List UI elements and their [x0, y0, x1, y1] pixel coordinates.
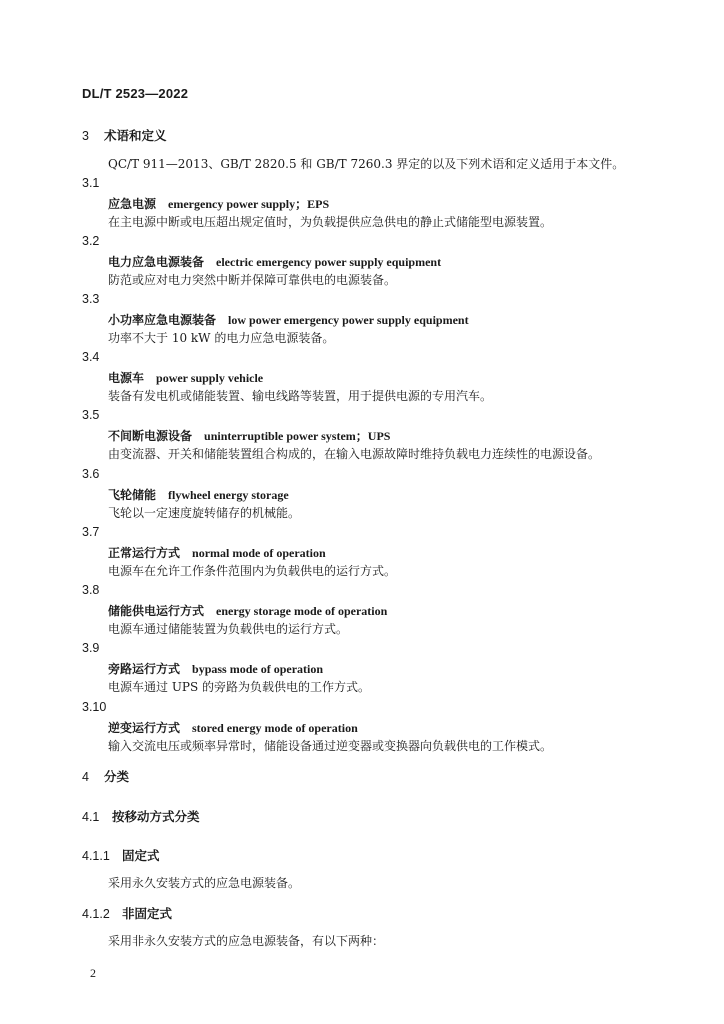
section-4-1-title: 按移动方式分类: [112, 809, 200, 824]
term-number: 3.3: [82, 292, 100, 306]
term-en: bypass mode of operation: [192, 662, 324, 676]
term-definition: 防范或应对电力突然中断并保障可靠供电的电源装备。: [108, 273, 397, 287]
term-definition: 输入交流电压或频率异常时，储能设备通过逆变器或变换器向负载供电的工作模式。: [108, 739, 553, 753]
term-en: power supply vehicle: [156, 371, 264, 385]
term-definition: 装备有发电机或储能装置、输电线路等装置，用于提供电源的专用汽车。: [108, 389, 493, 403]
term-heading: [108, 311, 469, 328]
term-definition: 电源车通过 UPS 的旁路为负载供电的工作方式。: [108, 680, 371, 694]
term-heading: [108, 427, 390, 444]
section-4-1-heading: [82, 807, 200, 825]
section-3-heading: [82, 126, 167, 144]
term-number: 3.6: [82, 467, 100, 481]
section-4-number: 4: [82, 770, 89, 784]
term-heading: [108, 544, 326, 561]
term-definition: 电源车通过储能装置为负载供电的运行方式。: [108, 622, 349, 636]
section-4-1-1-heading: [82, 846, 160, 864]
term-zh: 电源车: [108, 371, 145, 385]
term-number: 3.9: [82, 641, 100, 655]
standard-code-header: DL/T 2523—2022: [82, 86, 189, 101]
term-zh: 逆变运行方式: [108, 721, 181, 735]
term-zh: 电力应急电源装备: [108, 255, 205, 269]
term-en: low power emergency power supply equipment: [228, 313, 469, 327]
term-en: uninterruptible power system；UPS: [204, 429, 391, 443]
term-en: electric emergency power supply equipment: [216, 255, 442, 269]
term-definition: 在主电源中断或电压超出规定值时，为负载提供应急供电的静止式储能型电源装置。: [108, 215, 553, 229]
section-4-1-1-number: 4.1.1: [82, 849, 110, 863]
term-zh: 飞轮储能: [108, 488, 157, 502]
section-4-1-2-number: 4.1.2: [82, 907, 110, 921]
term-number: 3.4: [82, 350, 100, 364]
term-en: normal mode of operation: [192, 546, 326, 560]
section-4-1-1-title: 固定式: [122, 848, 160, 863]
term-zh: 储能供电运行方式: [108, 604, 205, 618]
section-4-1-2-title: 非固定式: [122, 906, 173, 921]
term-heading: [108, 486, 289, 503]
term-heading: [108, 602, 387, 619]
term-number: 3.5: [82, 408, 100, 422]
term-zh: 正常运行方式: [108, 546, 181, 560]
term-zh: 旁路运行方式: [108, 662, 181, 676]
term-number: 3.8: [82, 583, 100, 597]
section-4-1-2-text: 采用非永久安装方式的应急电源装备，有以下两种：: [108, 934, 385, 948]
term-heading: [108, 369, 263, 386]
term-heading: [108, 660, 323, 677]
term-number: 3.1: [82, 176, 100, 190]
term-number: 3.2: [82, 234, 100, 248]
section-4-heading: [82, 767, 129, 785]
term-heading: [108, 253, 441, 270]
term-zh: 应急电源: [108, 197, 157, 211]
term-zh: 不间断电源设备: [108, 429, 193, 443]
section-4-1-number: 4.1: [82, 810, 100, 824]
term-definition: 功率不大于 10 kW 的电力应急电源装备。: [108, 331, 335, 345]
term-definition: 电源车在允许工作条件范围内为负载供电的运行方式。: [108, 564, 397, 578]
section-4-1-2-heading: [82, 904, 172, 922]
section-3-title: 术语和定义: [104, 128, 167, 143]
term-number: 3.7: [82, 525, 100, 539]
term-en: stored energy mode of operation: [192, 721, 358, 735]
term-en: flywheel energy storage: [168, 488, 289, 502]
term-zh: 小功率应急电源装备: [108, 313, 217, 327]
page-number: 2: [90, 966, 96, 980]
term-definition: 飞轮以一定速度旋转储存的机械能。: [108, 506, 301, 520]
term-definition: 由变流器、开关和储能装置组合构成的，在输入电源故障时维持负载电力连续性的电源设备。: [108, 447, 601, 461]
term-number: 3.10: [82, 700, 107, 714]
section-4-1-1-text: 采用永久安装方式的应急电源装备。: [108, 876, 301, 890]
term-en: energy storage mode of operation: [216, 604, 388, 618]
term-heading: [108, 719, 358, 736]
section-3-intro: QC/T 911—2013、GB/T 2820.5 和 GB/T 7260.3 界定的以及下列术语和定义适用于本文件。: [108, 157, 625, 171]
section-3-number: 3: [82, 129, 89, 143]
term-heading: [108, 195, 329, 212]
section-4-title: 分类: [104, 769, 130, 784]
term-en: emergency power supply；EPS: [168, 197, 330, 211]
